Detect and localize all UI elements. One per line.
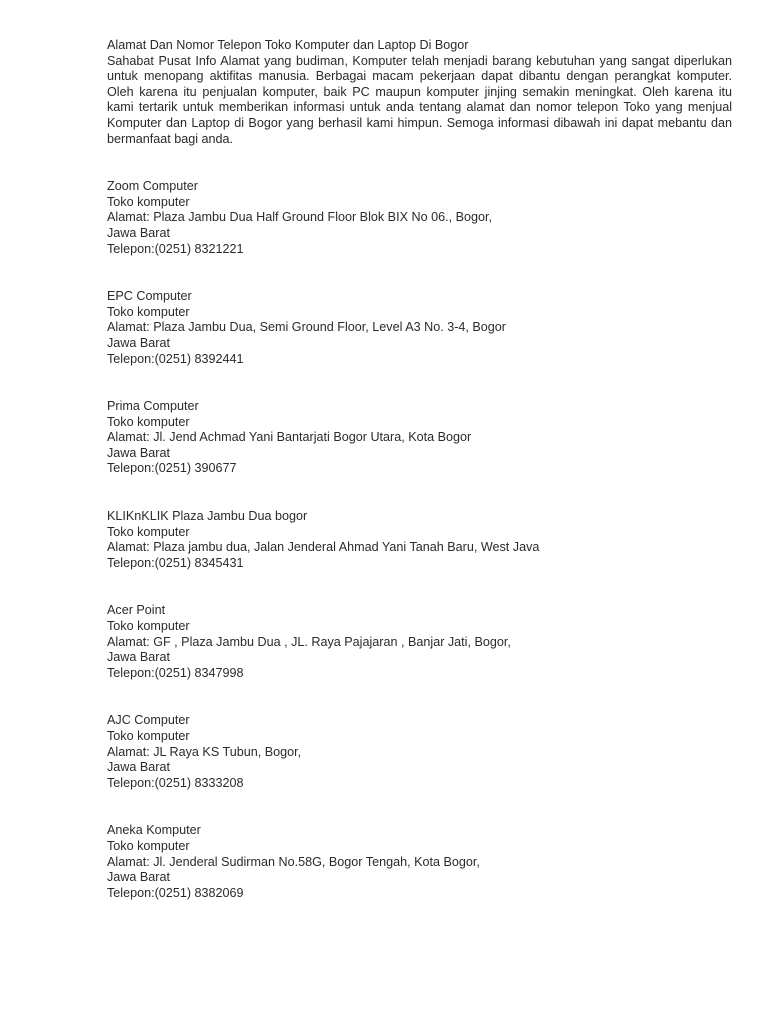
- store-category: Toko komputer: [107, 304, 190, 319]
- store-phone: Telepon:(0251) 8347998: [107, 665, 244, 680]
- store-name: EPC Computer: [107, 289, 192, 304]
- store-list: [107, 179, 732, 901]
- store-category: Toko komputer: [107, 619, 190, 634]
- store-region: Jawa Barat: [107, 225, 170, 240]
- intro-paragraph: Sahabat Pusat Info Alamat yang budiman, Komputer telah menjadi barang kebutuhan yang sangat diperlukan untuk menopang aktifitas manusia. Berbagai macam pekerjaan dapat dibantu dengan perangkat komputer. Oleh karena itu penjualan komputer, baik PC maupun komputer jinjing semakin meningkat. Oleh karena itu kami tertarik untuk memberikan informasi untuk anda tentang alamat dan nomor telepon Toko yang menjual Komputer dan Laptop di Bogor yang berhasil kami himpun. Semoga informasi dibawah ini dapat mebantu dan bermanfaat bagi anda.: [107, 53, 732, 146]
- store-region: Jawa Barat: [107, 335, 170, 350]
- store-name: Prima Computer: [107, 399, 199, 414]
- store-name: Zoom Computer: [107, 179, 198, 194]
- store-name: AJC Computer: [107, 713, 190, 728]
- store-category: Toko komputer: [107, 838, 190, 853]
- store-name: Aneka Komputer: [107, 823, 201, 838]
- store-region: Jawa Barat: [107, 870, 170, 885]
- store-phone: Telepon:(0251) 8345431: [107, 555, 244, 570]
- document-title: Alamat Dan Nomor Telepon Toko Komputer dan Laptop Di Bogor: [107, 38, 469, 52]
- store-phone: Telepon:(0251) 8321221: [107, 241, 244, 256]
- store-region: Jawa Barat: [107, 650, 170, 665]
- store-phone: Telepon:(0251) 8392441: [107, 351, 244, 366]
- document-page: [107, 38, 732, 933]
- store-entry: [107, 509, 732, 571]
- store-phone: Telepon:(0251) 390677: [107, 461, 237, 476]
- store-category: Toko komputer: [107, 524, 190, 539]
- store-address: Alamat: Plaza Jambu Dua, Semi Ground Floor, Level A3 No. 3-4, Bogor: [107, 320, 507, 335]
- store-address: Alamat: Plaza Jambu Dua Half Ground Floor Blok BIX No 06., Bogor,: [107, 210, 492, 225]
- store-address: Alamat: Plaza jambu dua, Jalan Jenderal Ahmad Yani Tanah Baru, West Java: [107, 540, 540, 555]
- store-category: Toko komputer: [107, 729, 190, 743]
- store-address: Alamat: Jl. Jend Achmad Yani Bantarjati Bogor Utara, Kota Bogor: [107, 430, 472, 445]
- store-category: Toko komputer: [107, 414, 190, 429]
- store-name: KLIKnKLIK Plaza Jambu Dua bogor: [107, 509, 308, 524]
- store-entry: [107, 603, 732, 681]
- store-entry: [107, 823, 732, 901]
- store-entry: [107, 179, 732, 257]
- store-address: Alamat: GF , Plaza Jambu Dua , JL. Raya Pajajaran , Banjar Jati, Bogor,: [107, 634, 511, 649]
- store-region: Jawa Barat: [107, 445, 170, 460]
- store-address: Alamat: Jl. Jenderal Sudirman No.58G, Bogor Tengah, Kota Bogor,: [107, 854, 480, 869]
- store-entry: [107, 713, 732, 791]
- store-region: Jawa Barat: [107, 760, 170, 775]
- store-phone: Telepon:(0251) 8333208: [107, 775, 244, 790]
- store-entry: [107, 399, 732, 477]
- store-name: Acer Point: [107, 603, 166, 618]
- store-address: Alamat: JL Raya KS Tubun, Bogor,: [107, 744, 302, 759]
- store-entry: [107, 289, 732, 367]
- store-phone: Telepon:(0251) 8382069: [107, 885, 244, 900]
- store-category: Toko komputer: [107, 194, 190, 209]
